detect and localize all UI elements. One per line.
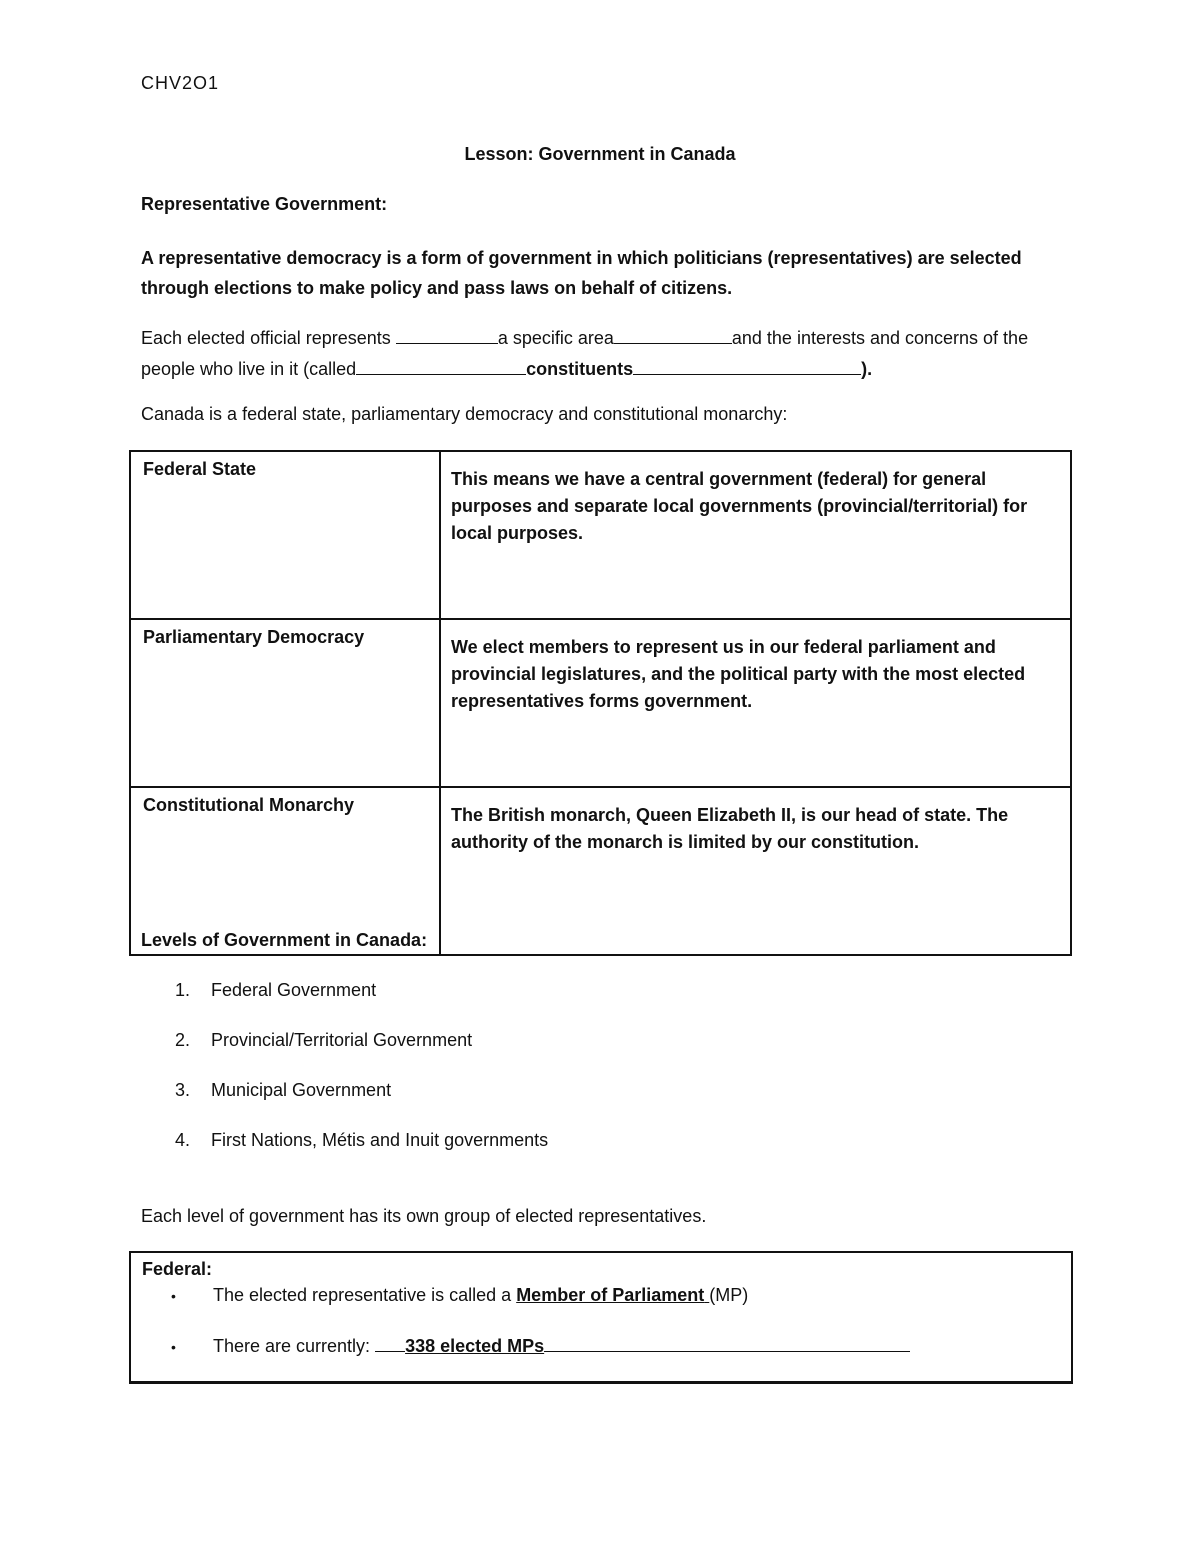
federal-bullet-count	[171, 1336, 910, 1358]
blank-line	[633, 373, 861, 375]
list-item	[175, 1130, 548, 1180]
list-label: Municipal Government	[211, 1080, 392, 1100]
table-description: We elect members to represent us in our federal parliament and provincial legislatures, and the political party with the most elected representatives forms government.	[440, 619, 1071, 787]
course-code: CHV2O1	[141, 73, 220, 93]
blank-line	[375, 1350, 405, 1352]
canada-intro: Canada is a federal state, parliamentary democracy and constitutional monarchy:	[141, 404, 788, 424]
blank-line	[614, 342, 732, 344]
list-number: 3.	[175, 1080, 191, 1100]
bullet-icon: •	[171, 1288, 176, 1304]
representative-definition: A representative democracy is a form of government in which politicians (representatives) are selected through elections to make policy and pass laws on behalf of citizens.	[141, 248, 1022, 298]
table-row	[130, 619, 1071, 787]
rep-prefix: The elected representative is called a	[213, 1285, 512, 1305]
list-label: First Nations, Métis and Inuit governments	[211, 1130, 549, 1150]
blank-line	[396, 342, 498, 344]
bullet-icon: •	[171, 1339, 176, 1355]
levels-list	[175, 980, 548, 1180]
government-type-table	[129, 450, 1072, 956]
list-item	[175, 1080, 548, 1130]
list-number: 2.	[175, 1030, 191, 1050]
each-level-text: Each level of government has its own group of elected representatives.	[141, 1206, 707, 1226]
count-answer: 338 elected MPs	[405, 1336, 545, 1356]
section-heading-representative: Representative Government:	[141, 194, 388, 214]
fill-end: ).	[861, 359, 873, 379]
rep-answer: Member of Parliament	[516, 1285, 705, 1305]
table-row	[130, 451, 1071, 619]
list-item	[175, 1030, 548, 1080]
fill-answer-1: a specific area	[497, 328, 614, 348]
rep-suffix: (MP)	[709, 1285, 749, 1305]
fill-text-2: and the interests and concerns of the people who live in it (called	[141, 328, 1029, 379]
table-description: The British monarch, Queen Elizabeth II, is our head of state. The authority of the monarch is limited by our constitution.	[440, 787, 1071, 955]
table-term: Parliamentary Democracy	[130, 619, 440, 787]
federal-box	[129, 1251, 1073, 1384]
lesson-title: Lesson: Government in Canada	[464, 144, 736, 164]
table-term: Constitutional Monarchy	[130, 787, 440, 955]
fill-in-sentence	[141, 323, 1081, 385]
count-prefix: There are currently:	[213, 1336, 371, 1356]
list-label: Provincial/Territorial Government	[211, 1030, 473, 1050]
fill-text-1: Each elected official represents	[141, 328, 391, 348]
list-item	[175, 980, 548, 1030]
table-description: This means we have a central government (federal) for general purposes and separate local governments (provincial/territorial) for local purposes.	[440, 451, 1071, 619]
list-number: 4.	[175, 1130, 191, 1150]
list-number: 1.	[175, 980, 191, 1000]
levels-heading: Levels of Government in Canada:	[141, 930, 428, 950]
blank-line	[356, 373, 526, 375]
blank-line	[544, 1350, 910, 1352]
table-term: Federal State	[130, 451, 440, 619]
federal-title: Federal:	[142, 1259, 213, 1279]
federal-bullet-rep	[171, 1285, 748, 1307]
fill-answer-2: constituents	[526, 359, 634, 379]
list-label: Federal Government	[211, 980, 377, 1000]
